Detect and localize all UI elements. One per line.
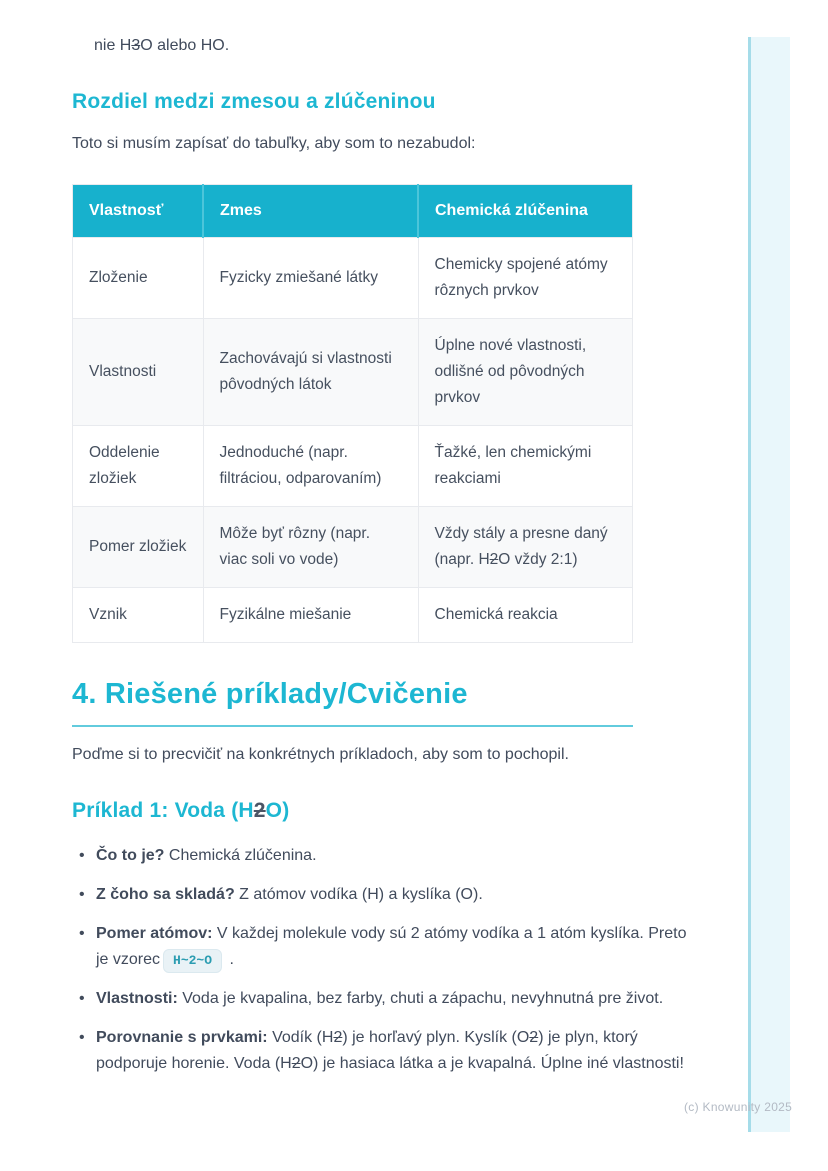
- formula-chip: H~2~O: [163, 949, 222, 973]
- list-item: [72, 921, 700, 973]
- text-run: Chemická zlúčenina.: [164, 847, 317, 864]
- struck-text: 2: [333, 1029, 343, 1046]
- section-divider-line: [72, 725, 633, 727]
- text-run: Zloženie: [89, 269, 148, 286]
- bold-text: Vlastnosti:: [96, 990, 178, 1007]
- table-row: [73, 319, 633, 426]
- text-run: Voda je kvapalina, bez farby, chuti a zápachu, nevyhnutná pre život.: [177, 990, 664, 1007]
- section-heading-mixture-vs-compound: Rozdiel medzi zmesou a zlúčeninou: [72, 90, 436, 113]
- table-cell: [418, 319, 633, 426]
- text-run: ) je horľavý plyn. Kyslík (O: [342, 1029, 530, 1046]
- table-row: [73, 507, 633, 588]
- copyright-watermark: (c) Knowunity 2025: [684, 1100, 793, 1114]
- section-heading-examples: 4. Riešené príklady/Cvičenie: [72, 678, 468, 710]
- text-run: Fyzikálne miešanie: [219, 606, 352, 623]
- struck-text: 2: [489, 551, 499, 568]
- intro-line: [94, 34, 702, 58]
- page-edge-strip: [748, 37, 790, 1132]
- text-run: Chemická reakcia: [434, 606, 558, 623]
- section1-lead-paragraph: Toto si musím zapísať do tabuľky, aby som to nezabudol:: [72, 135, 476, 152]
- table-cell: [203, 238, 418, 319]
- table-header-row: [73, 185, 633, 238]
- text-run: Z atómov vodíka (H) a kyslíka (O).: [234, 886, 483, 903]
- list-item: [72, 843, 700, 869]
- bullet-list: [72, 843, 700, 1077]
- table-header-cell: Chemická zlúčenina: [418, 185, 633, 238]
- text-run: .: [225, 951, 234, 968]
- bold-text: Porovnanie s prvkami:: [96, 1029, 268, 1046]
- table-row: [73, 426, 633, 507]
- table-cell: [203, 426, 418, 507]
- text-run: Ťažké, len chemickými reakciami: [434, 444, 592, 487]
- text-run: Pomer zložiek: [89, 538, 187, 555]
- list-item: [72, 882, 700, 908]
- struck-text: 3: [131, 37, 141, 54]
- list-item: [72, 986, 700, 1012]
- table-cell: [418, 426, 633, 507]
- text-run: Úplne nové vlastnosti, odlišné od pôvodných prvkov: [434, 337, 587, 406]
- table-cell: [73, 238, 204, 319]
- text-run: O) je hasiaca látka a je kvapalná. Úplne iné vlastnosti!: [300, 1055, 684, 1072]
- text-run: nie H: [94, 37, 132, 54]
- table-row: [73, 588, 633, 643]
- table-cell: [73, 319, 204, 426]
- text-run: Oddelenie zložiek: [89, 444, 160, 487]
- table-cell: [418, 238, 633, 319]
- example-heading: [72, 797, 702, 825]
- table-row: [73, 238, 633, 319]
- struck-text: 2: [253, 799, 266, 822]
- text-run: Zachovávajú si vlastnosti pôvodných látok: [219, 350, 392, 393]
- text-run: ) je plyn, ktorý podporuje horenie. Voda (H: [96, 1029, 638, 1072]
- bold-text: Pomer atómov:: [96, 925, 213, 942]
- table-cell: [203, 319, 418, 426]
- table-header-cell: Zmes: [203, 185, 418, 238]
- text-run: V každej molekule vody sú 2 atómy vodíka a 1 atóm kyslíka. Preto je vzorec: [96, 925, 687, 968]
- table-cell: [418, 507, 633, 588]
- table-cell: [73, 426, 204, 507]
- text-run: Príklad 1: Voda (H: [72, 799, 254, 822]
- list-item: [72, 1025, 700, 1077]
- section2-lead-paragraph: Poďme si to precvičiť na konkrétnych príkladoch, aby som to pochopil.: [72, 746, 569, 763]
- text-run: O vždy 2:1): [498, 551, 578, 568]
- text-run: Fyzicky zmiešané látky: [219, 269, 378, 286]
- table-cell: [418, 588, 633, 643]
- text-run: O): [265, 799, 290, 822]
- comparison-table: [72, 184, 633, 643]
- struck-text: 2: [291, 1055, 301, 1072]
- text-run: Vodík (H: [267, 1029, 334, 1046]
- struck-text: 2: [529, 1029, 539, 1046]
- table-cell: [203, 507, 418, 588]
- table-body: [73, 238, 633, 643]
- text-run: Chemicky spojené atómy rôznych prvkov: [434, 256, 608, 299]
- text-run: Vlastnosti: [89, 363, 157, 380]
- text-run: Jednoduché (napr. filtráciou, odparovaním): [219, 444, 382, 487]
- text-run: O alebo HO.: [140, 37, 230, 54]
- table-cell: [203, 588, 418, 643]
- table-cell: [73, 507, 204, 588]
- text-run: Môže byť rôzny (napr. viac soli vo vode): [219, 525, 371, 568]
- bold-text: Z čoho sa skladá?: [96, 886, 235, 903]
- text-run: Vždy stály a presne daný (napr. H: [434, 525, 608, 568]
- table-header-cell: Vlastnosť: [73, 185, 204, 238]
- page-content: [72, 34, 702, 1090]
- bold-text: Čo to je?: [96, 847, 165, 864]
- text-run: Vznik: [89, 606, 127, 623]
- table-cell: [73, 588, 204, 643]
